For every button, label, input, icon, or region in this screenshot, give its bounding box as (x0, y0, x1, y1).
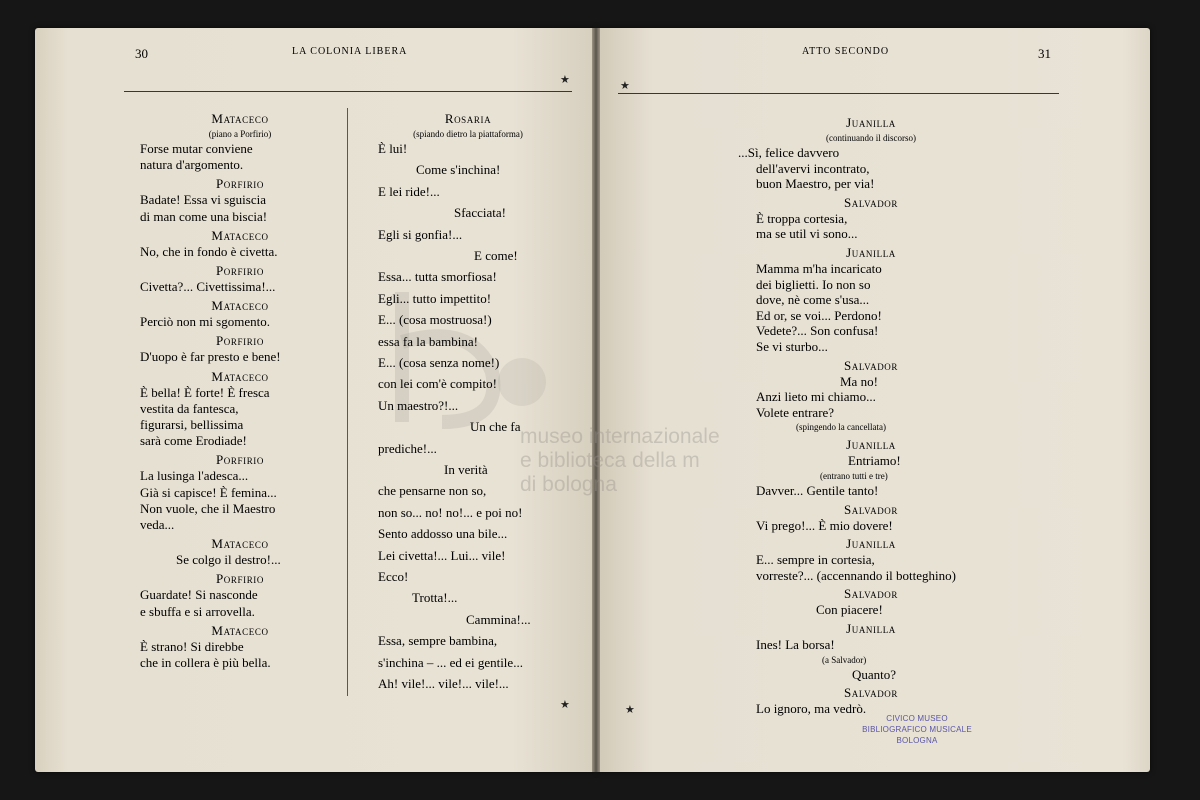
verse-line: Un maestro?!... (378, 397, 459, 413)
verse-line: La lusinga l'adesca... (140, 468, 249, 484)
verse-line: ...Sì, felice davvero (738, 145, 840, 160)
verse-line: Guardate! Si nasconde (140, 587, 258, 603)
verse-line: Ines! La borsa! (756, 637, 835, 652)
verse-line: E... sempre in cortesia, (756, 552, 875, 568)
speaker-name: Porfirio (215, 571, 265, 587)
speaker-name: Mataceco (211, 536, 269, 552)
verse-line: Anzi lieto mi chiamo... (756, 389, 876, 405)
verse-line: Vi prego!... È mio dovere! (756, 517, 893, 533)
speaker-name: Mataceco (211, 227, 269, 243)
verse-line: non so... no! no!... e poi no! (378, 504, 523, 520)
verse-line: D'uopo è far presto e bene! (140, 349, 281, 365)
verse-line: vestita da fantesca, (140, 400, 239, 416)
verse-line: E... (cosa senza nome!) (378, 355, 500, 370)
verse-line: Lo ignoro, ma vedrò. (756, 701, 867, 717)
verse-line: che pensarne non so, (378, 483, 487, 499)
speaker-name: Juanilla (846, 621, 896, 636)
verse-line: prediche!... (378, 440, 437, 456)
verse-line: Badate! Essa vi sguiscia (140, 192, 266, 208)
verse-line: Perciò non mi sgomento. (140, 314, 270, 330)
verse-line: e sbuffa e si arrovella. (140, 603, 255, 619)
right-page-number: 31 (1038, 46, 1051, 61)
verse-line: Forse mutar conviene (140, 141, 253, 156)
verse-line: Cammina!... (466, 611, 531, 627)
speaker-name: Mataceco (211, 622, 269, 638)
verse-line: Come s'inchina! (416, 162, 501, 178)
star-ornament-icon: ★ (620, 79, 630, 92)
verse-line: Sfacciata! (454, 205, 506, 221)
verse-line: Ecco! (378, 569, 409, 584)
verse-line: Egli si gonfia!... (378, 226, 463, 242)
speaker-name: Porfirio (215, 452, 265, 468)
speaker-name: Porfirio (215, 263, 265, 278)
speaker-name: Juanilla (846, 115, 896, 130)
verse-line: Essa, sempre bambina, (378, 633, 498, 649)
speaker-name: Porfirio (215, 333, 265, 349)
verse-line: s'inchina – ... ed ei gentile... (378, 654, 523, 670)
verse-line: Con piacere! (816, 602, 883, 618)
book-gutter (592, 28, 600, 772)
verse-line: È lui! (378, 141, 408, 156)
verse-line: È bella! È forte! È fresca (140, 384, 270, 400)
museum-watermark (520, 425, 720, 497)
verse-line: Egli... tutto impettito! (378, 290, 492, 306)
verse-line: Trotta!... (412, 590, 458, 606)
speaker-name: Mataceco (211, 298, 269, 314)
speaker-name: Juanilla (846, 245, 896, 260)
verse-line: E come! (474, 248, 518, 263)
left-running-head: LA COLONIA LIBERA (292, 46, 408, 57)
speaker-name: Salvador (843, 357, 899, 373)
verse-line: Già si capisce! È femina... (140, 484, 277, 500)
verse-line: Se vi sturbo... (756, 339, 828, 354)
verse-line: ma se util vi sono... (756, 226, 858, 242)
left-header-rule (124, 91, 572, 92)
verse-line: Vedete?... Son confusa! (756, 323, 879, 339)
verse-line: Ah! vile!... vile!... vile!... (378, 676, 509, 691)
verse-line: Mamma m'ha incaricato (756, 261, 882, 276)
speaker-name: Porfirio (215, 176, 265, 192)
star-ornament-icon: ★ (560, 698, 570, 711)
verse-line: E lei ride!... (378, 183, 440, 199)
verse-line: buon Maestro, per via! (756, 176, 875, 192)
stage-direction: (entrano tutti e tre) (820, 471, 888, 481)
verse-line: Sento addosso una bile... (378, 526, 508, 542)
speaker-name: Juanilla (846, 536, 896, 552)
verse-line: Lei civetta!... Lui... vile! (378, 547, 506, 563)
verse-line: In verità (444, 462, 488, 477)
stamp-line: BIBLIOGRAFICO MUSICALE (862, 725, 972, 734)
verse-line: sarà come Erodiade! (140, 433, 247, 449)
speaker-name: Salvador (843, 685, 899, 701)
speaker-name: Juanilla (846, 437, 896, 453)
verse-line: Civetta?... Civettissima!... (140, 279, 276, 294)
verse-line: dove, nè come s'usa... (756, 292, 870, 308)
verse-line: Un che fa (470, 419, 521, 435)
verse-line: No, che in fondo è civetta. (140, 243, 278, 259)
speaker-name: Mataceco (211, 111, 269, 126)
library-stamp (852, 713, 982, 746)
verse-line: È troppa cortesia, (756, 210, 848, 226)
verse-line: Davver... Gentile tanto! (756, 483, 879, 498)
verse-line: di man come una biscia! (140, 208, 268, 224)
right-header-rule (618, 93, 1059, 94)
verse-line: Ma no! (840, 373, 878, 389)
verse-line: natura d'argomento. (140, 157, 244, 173)
verse-line: Ed or, se voi... Perdono! (756, 307, 882, 323)
verse-line: vorreste?... (accennando il botteghino) (756, 567, 956, 583)
watermark-line: di bologna (520, 473, 617, 496)
verse-line: Quanto? (852, 666, 897, 682)
column-divider (347, 108, 348, 696)
verse-line: Se colgo il destro!... (176, 552, 281, 568)
star-ornament-icon: ★ (560, 73, 570, 86)
stage-direction: (piano a Porfirio) (208, 129, 272, 139)
speaker-name: Salvador (843, 501, 899, 517)
stage-direction: (spingendo la cancellata) (796, 422, 886, 433)
verse-line: Entriamo! (848, 453, 901, 469)
verse-line: Essa... tutta smorfiosa! (378, 269, 497, 285)
speaker-name: Mataceco (211, 368, 269, 384)
verse-line: con lei com'è compito! (378, 376, 497, 392)
watermark-line: e biblioteca della m (520, 449, 700, 472)
verse-line: Non vuole, che il Maestro (140, 500, 276, 516)
speaker-name: Salvador (843, 586, 899, 602)
verse-line: essa fa la bambina! (378, 333, 478, 349)
verse-line: È strano! Si direbbe (140, 638, 244, 654)
stage-direction: (spiando dietro la piattaforma) (413, 129, 523, 139)
star-ornament-icon: ★ (625, 703, 635, 716)
stamp-line: BOLOGNA (896, 736, 938, 745)
verse-line: dell'avervi incontrato, (756, 160, 870, 176)
verse-line: E... (cosa mostruosa!) (378, 312, 492, 328)
left-page-number: 30 (135, 46, 148, 61)
verse-line: dei biglietti. Io non so (756, 276, 871, 292)
stage-direction: (a Salvador) (822, 654, 867, 665)
verse-line: Volete entrare? (756, 404, 835, 420)
verse-line: figurarsi, bellissima (140, 417, 244, 432)
speaker-name: Salvador (843, 194, 899, 210)
verse-line: che in collera è più bella. (140, 655, 271, 670)
stamp-line: CIVICO MUSEO (886, 714, 948, 723)
verse-line: veda... (140, 517, 175, 532)
speaker-name: Rosaria (444, 111, 492, 126)
watermark-line: museo internazionale (520, 425, 720, 448)
right-running-head: ATTO SECONDO (802, 46, 890, 57)
stage-direction: (continuando il discorso) (826, 133, 916, 143)
